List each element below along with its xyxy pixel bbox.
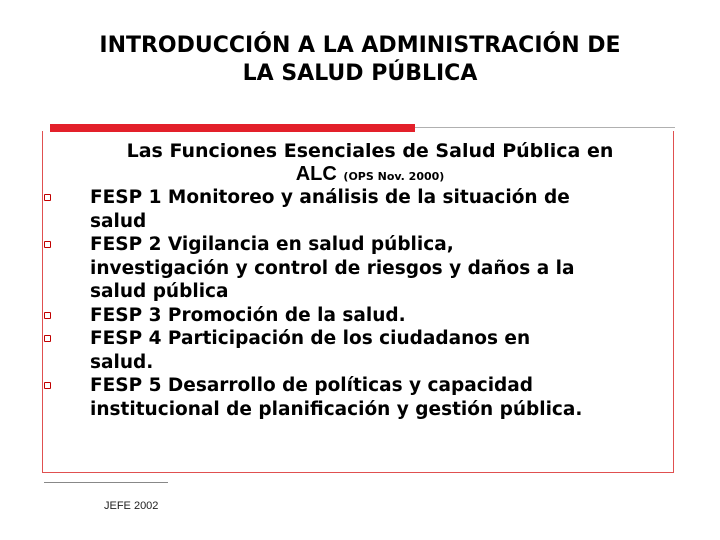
list-item-line: institucional de planificación y gestión pública. <box>90 398 583 420</box>
list-item <box>40 327 680 374</box>
divider-line <box>415 127 675 128</box>
heading-source: (OPS Nov. 2000) <box>343 170 445 183</box>
list-item <box>40 186 680 233</box>
list-item-line: salud <box>90 210 147 232</box>
hollow-square-bullet-icon <box>44 382 51 389</box>
bullet-list <box>40 186 680 421</box>
list-item <box>40 304 680 328</box>
list-item-line: FESP 5 Desarrollo de políticas y capacidad <box>90 375 534 396</box>
list-item-line: FESP 3 Promoción de la salud. <box>90 304 406 326</box>
slide-title-line-1: INTRODUCCIÓN A LA ADMINISTRACIÓN DE <box>99 33 621 58</box>
hollow-square-bullet-icon <box>44 194 51 201</box>
hollow-square-bullet-icon <box>44 241 51 248</box>
list-item-line: investigación y control de riesgos y daños a la <box>90 257 575 279</box>
content-heading <box>60 140 680 188</box>
list-item-line: salud pública <box>90 281 229 302</box>
content-heading-line-1: Las Funciones Esenciales de Salud Pública en <box>126 140 614 162</box>
footer-rule <box>44 482 168 483</box>
list-item-line: salud. <box>90 351 154 373</box>
heading-alc: ALC <box>295 163 337 185</box>
hollow-square-bullet-icon <box>44 335 51 342</box>
hollow-square-bullet-icon <box>44 312 51 319</box>
list-item-line: FESP 1 Monitoreo y análisis de la situación de <box>90 187 570 208</box>
content-heading-line-2 <box>60 163 680 188</box>
slide-title-line-2: LA SALUD PÚBLICA <box>242 61 478 86</box>
slide-title <box>40 32 680 88</box>
list-item-line: FESP 2 Vigilancia en salud pública, <box>90 234 454 255</box>
footer-label: JEFE 2002 <box>104 500 159 512</box>
list-item <box>40 374 680 421</box>
list-item-line: FESP 4 Participación de los ciudadanos en <box>90 328 531 349</box>
list-item <box>40 233 680 304</box>
